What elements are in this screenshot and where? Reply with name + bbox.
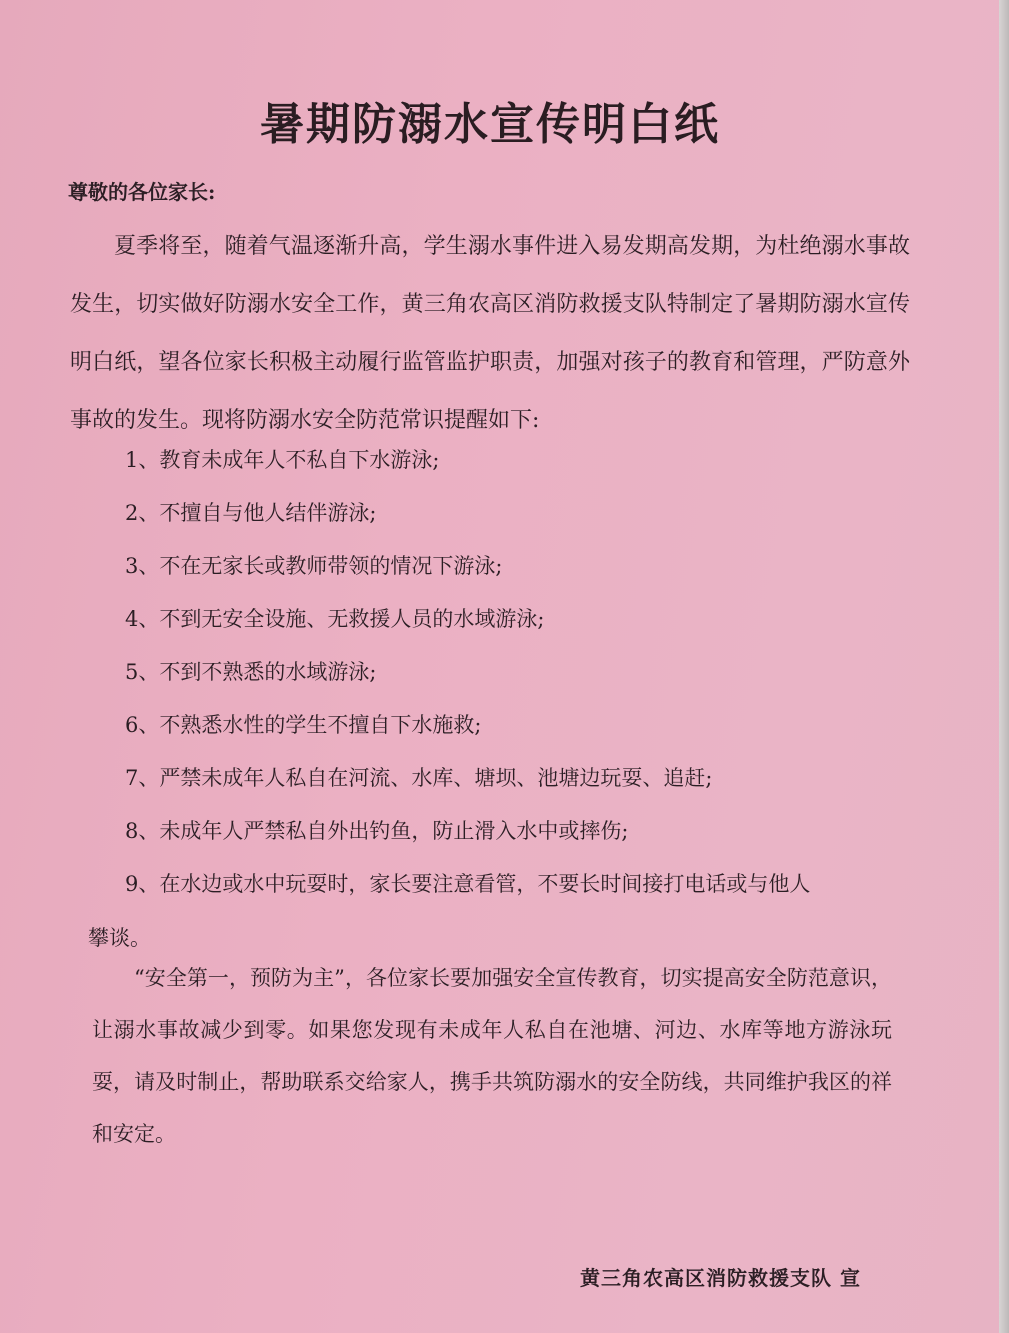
intro-paragraph: 夏季将至，随着气温逐渐升高，学生溺水事件进入易发期高发期，为杜绝溺水事故发生，切实做好防溺水安全工作，黄三角农高区消防救援支队特制定了暑期防溺水宣传明白纸，望各位家长积极主动履行监管监护职责，加强对孩子的教育和管理，严防意外事故的发生。现将防溺水安全防范常识提醒如下:: [70, 234, 910, 433]
page-title: 暑期防溺水宣传明白纸: [260, 99, 720, 150]
list-item: 5、不到不熟悉的水域游泳;: [125, 660, 377, 684]
list-item: 9、在水边或水中玩耍时，家长要注意看管，不要长时间接打电话或与他人: [125, 872, 811, 896]
background-edge: [999, 0, 1009, 1333]
safety-tips-list: [125, 434, 915, 911]
list-item: 3、不在无家长或教师带领的情况下游泳;: [125, 554, 503, 578]
greeting: 尊敬的各位家长:: [68, 180, 216, 204]
list-item: 7、严禁未成年人私自在河流、水库、塘坝、池塘边玩耍、追赶;: [125, 766, 713, 790]
list-item-continuation: 攀谈。: [88, 926, 151, 950]
list-item: 6、不熟悉水性的学生不擅自下水施救;: [125, 713, 482, 737]
list-item: 8、未成年人严禁私自外出钓鱼，防止滑入水中或摔伤;: [125, 819, 629, 843]
list-item: 4、不到无安全设施、无救援人员的水域游泳;: [125, 607, 545, 631]
closing-paragraph: “安全第一，预防为主”，各位家长要加强安全宣传教育，切实提高安全防范意识，让溺水事故减少到零。如果您发现有未成年人私自在池塘、河边、水库等地方游泳玩耍，请及时制止，帮助联系交给家人，携手共筑防溺水的安全防线，共同维护我区的祥和安定。: [92, 966, 892, 1146]
signature: 黄三角农高区消防救援支队 宣: [580, 1266, 861, 1290]
list-item: 1、教育未成年人不私自下水游泳;: [125, 448, 440, 472]
list-item: 2、不擅自与他人结伴游泳;: [125, 501, 377, 525]
